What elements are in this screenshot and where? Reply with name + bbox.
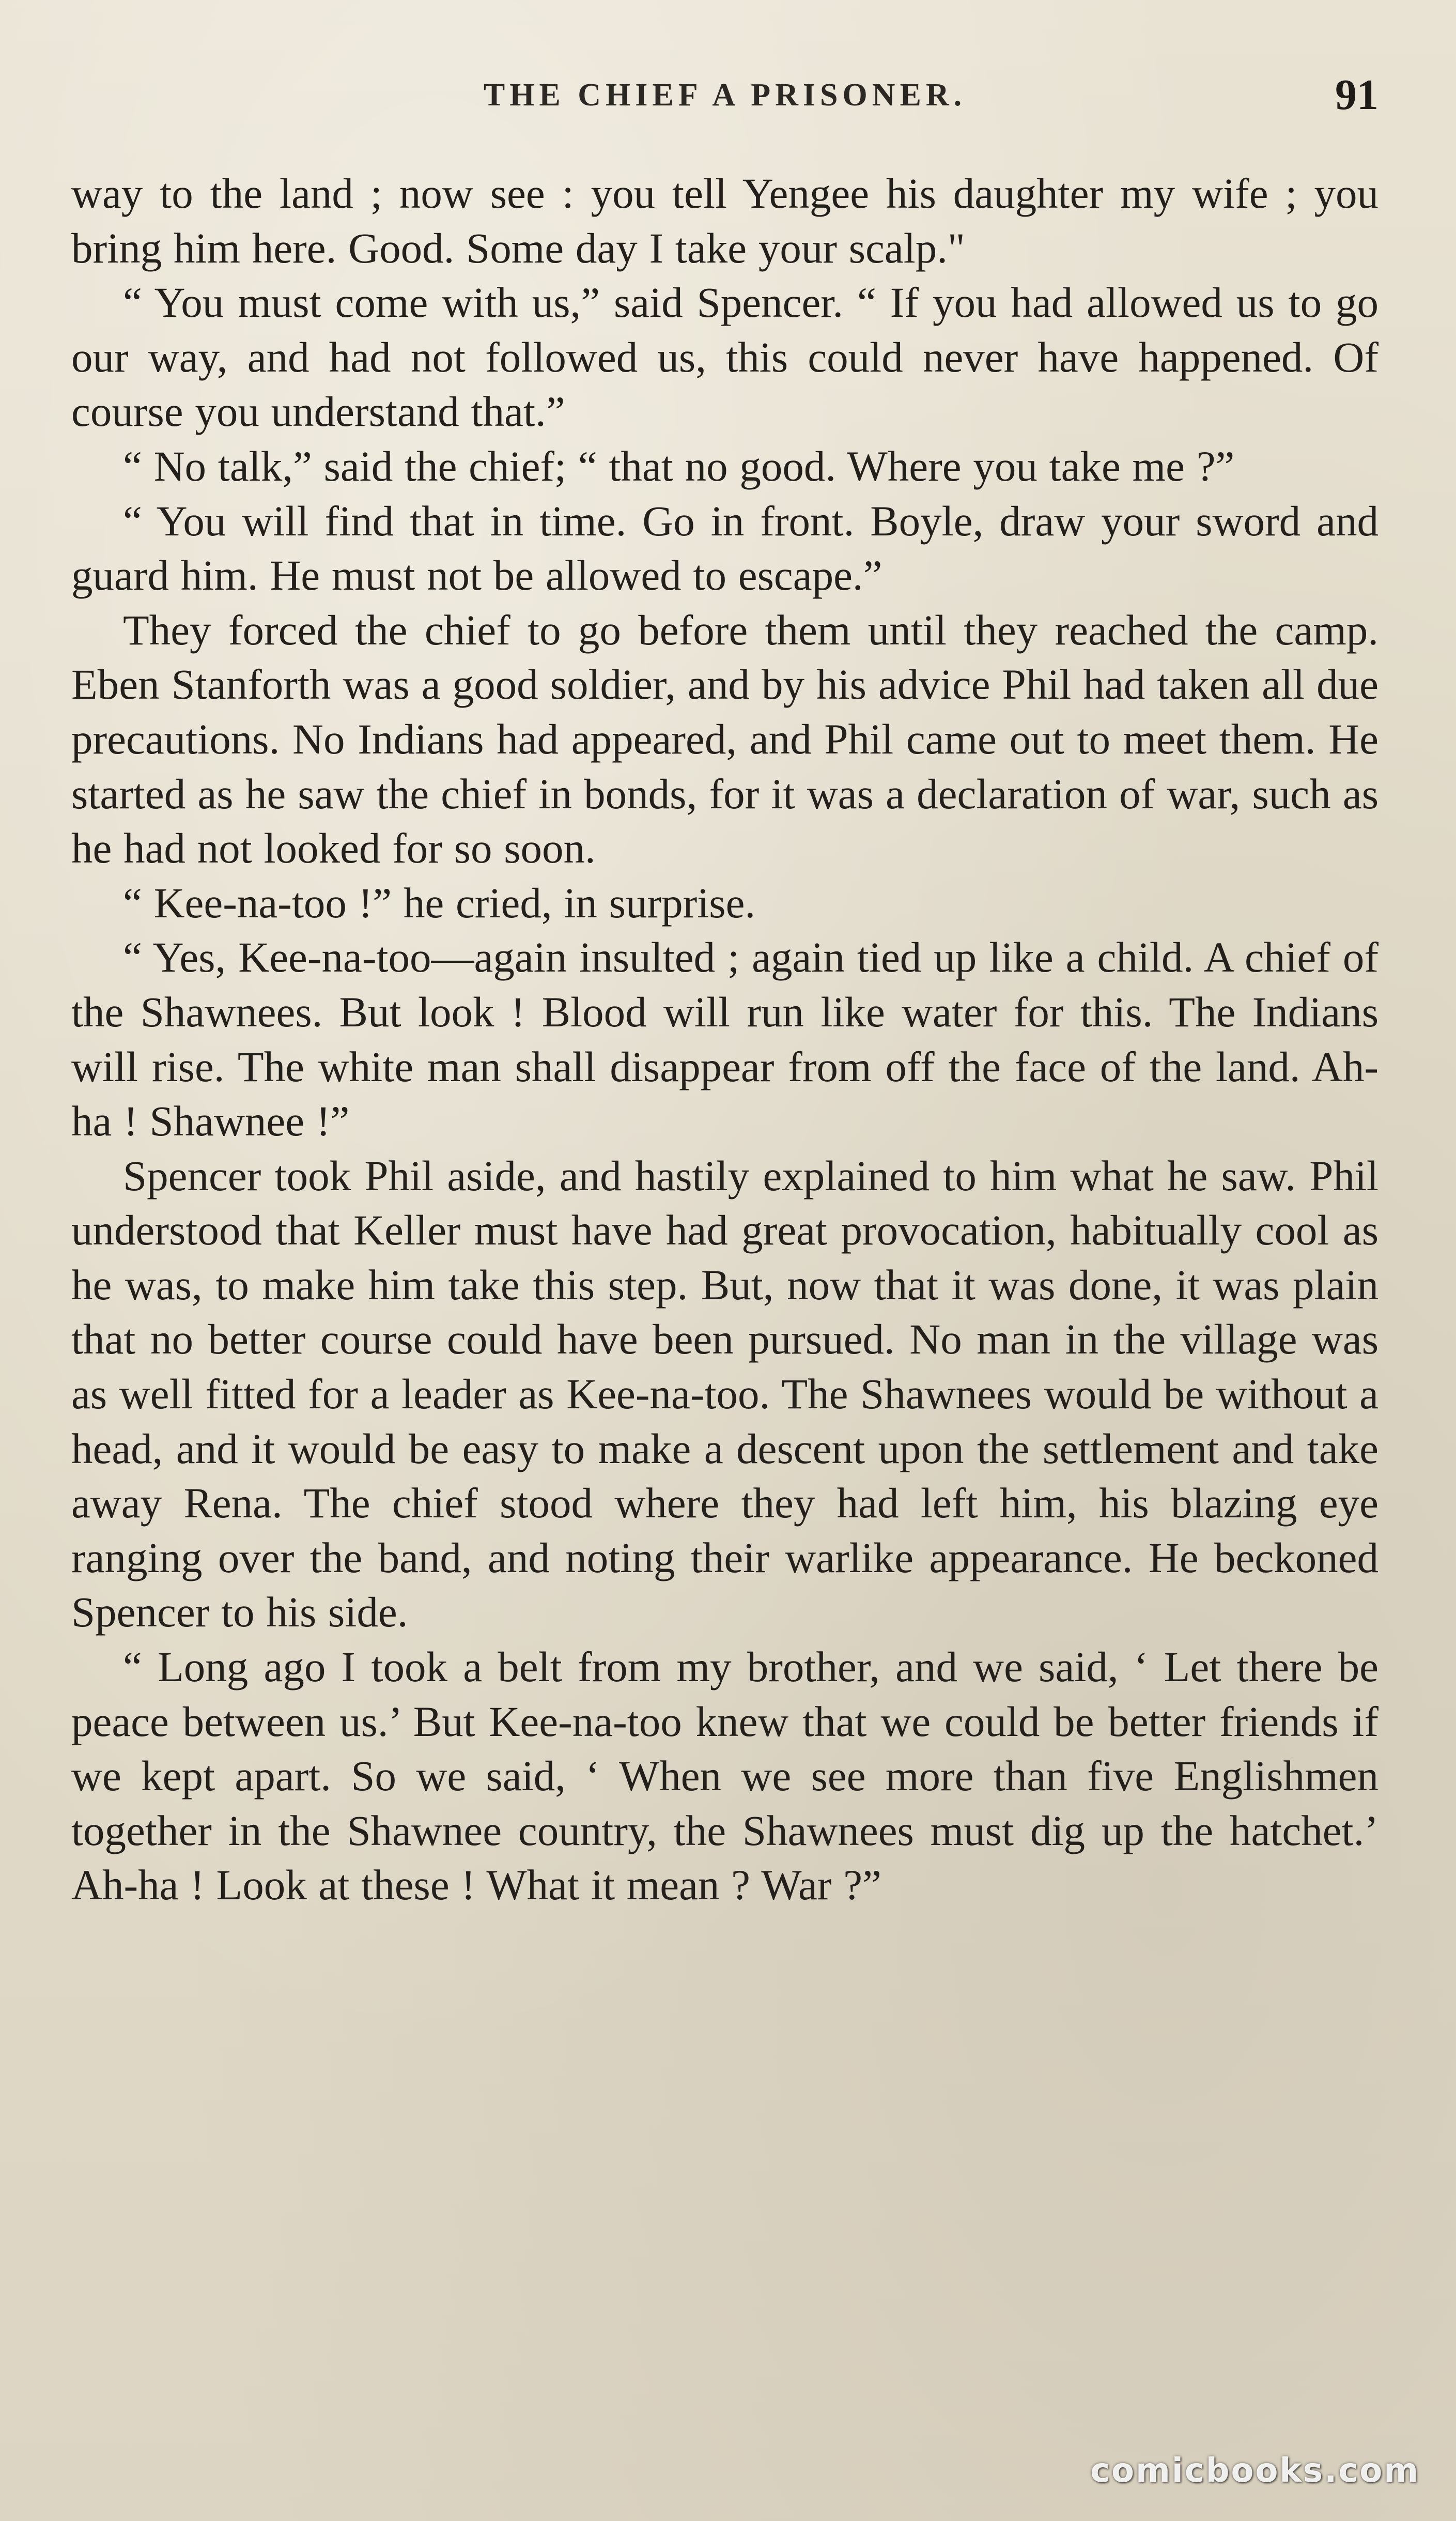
page-number: 91 <box>1335 71 1378 119</box>
paragraph: “ No talk,” said the chief; “ that no good. Where you take me ?” <box>123 442 1235 490</box>
paragraph: “ You must come with us,” said Spencer. “ If you had allowed us to go our way, and had not followed us, this could never have happened. Of course you understand that.” <box>71 279 1378 436</box>
body-text <box>71 166 1378 1913</box>
page-header <box>71 70 1378 127</box>
paragraph: They forced the chief to go before them until they reached the camp. Eben Stanforth was a good soldier, and by his advice Phil had taken all due precautions. No Indians had appeared, and Phil came out to meet them. He started as he saw the chief in bonds, for it was a declaration of war, such as he had not looked for so soon. <box>71 606 1378 872</box>
paragraph-continuation: way to the land ; now see : you tell Yengee his daughter my wife ; you bring him here. Good. Some day I take your scalp." <box>71 170 1378 272</box>
paragraph: “ Long ago I took a belt from my brother, and we said, ‘ Let there be peace between us.’ But Kee-na-too knew that we could be better friends if we kept apart. So we said, ‘ When we see more than five Englishmen together in the Shawnee country, the Shawnees must dig up the hatchet.’ Ah-ha ! Look at these ! What it mean ? War ?” <box>71 1643 1378 1909</box>
watermark: comicbooks.com <box>1090 2452 1420 2490</box>
paragraph: Spencer took Phil aside, and hastily explained to him what he saw. Phil understood that Keller must have had great provocation, habitually cool as he was, to make him take this step. But, now that it was done, it was plain that no better course could have been pursued. No man in the village was as well fitted for a leader as Kee-na-too. The Shawnees would be without a head, and it would be easy to make a descent upon the settlement and take away Rena. The chief stood where they had left him, his blazing eye ranging over the band, and noting their warlike appearance. He beckoned Spencer to his side. <box>71 1151 1378 1636</box>
paragraph: “ You will find that in time. Go in front. Boyle, draw your sword and guard him. He must not be allowed to escape.” <box>71 497 1378 599</box>
running-title: THE CHIEF A PRISONER. <box>483 78 967 113</box>
paragraph: “ Yes, Kee-na-too—again insulted ; again tied up like a child. A chief of the Shawnees. But look ! Blood will run like water for this. The Indians will rise. The white man shall disappear from off the face of the land. Ah-ha ! Shawnee !” <box>71 933 1378 1145</box>
paragraph: “ Kee-na-too !” he cried, in surprise. <box>123 879 756 927</box>
